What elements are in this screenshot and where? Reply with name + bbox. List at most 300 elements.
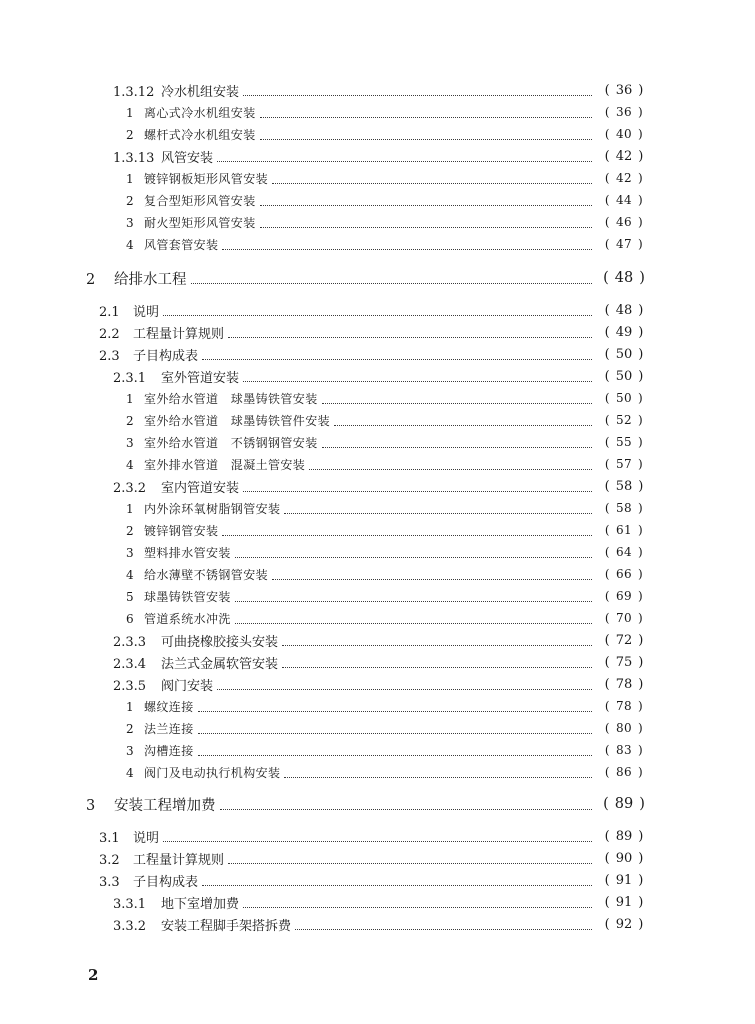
paren-close: ) <box>638 302 644 318</box>
toc-entry-page-number: 50 <box>615 368 633 384</box>
paren-close: ) <box>638 127 644 141</box>
dot-leader <box>235 557 592 558</box>
dot-leader <box>243 907 592 908</box>
toc-entry-label: 复合型矩形风管安装 <box>144 193 256 208</box>
toc-entry-item[interactable] <box>126 410 650 430</box>
toc-entry-number: 2 <box>126 127 135 142</box>
toc-entry-number: 3 <box>126 545 135 560</box>
toc-entry-number: 2 <box>126 523 135 538</box>
toc-entry-text <box>126 698 198 715</box>
paren-close: ) <box>638 916 644 932</box>
paren-close: ) <box>639 796 645 812</box>
toc-entry-number: 1.3.12 <box>113 84 155 100</box>
toc-entry-sub[interactable] <box>113 892 650 912</box>
toc-entry-sub[interactable] <box>113 146 650 166</box>
toc-entry-page-number: 49 <box>615 324 633 340</box>
toc-entry-sec[interactable] <box>99 344 650 364</box>
dot-leader <box>243 95 592 96</box>
toc-entry-number: 4 <box>126 457 135 472</box>
toc-entry-number: 1 <box>126 391 135 406</box>
paren-close: ) <box>638 368 644 384</box>
toc-entry-text <box>113 631 282 650</box>
toc-entry-label: 阀门及电动执行机构安装 <box>144 765 281 780</box>
toc-entry-text <box>126 412 334 429</box>
toc-entry-label: 安装工程脚手架搭拆费 <box>161 918 292 934</box>
toc-entry-text <box>99 323 228 342</box>
toc-entry-page <box>592 457 650 471</box>
paren-close: ) <box>638 850 644 866</box>
toc-entry-text <box>126 126 260 143</box>
paren-open: ( <box>604 872 610 888</box>
toc-entry-page <box>592 303 650 318</box>
paren-open: ( <box>604 916 610 932</box>
toc-entry-number: 1 <box>126 105 135 120</box>
toc-entry-page-number: 78 <box>615 699 633 713</box>
dot-leader <box>260 205 592 206</box>
dot-leader <box>198 733 592 734</box>
toc-entry-item[interactable] <box>126 190 650 210</box>
paren-open: ( <box>604 894 610 910</box>
toc-entry-label: 风管安装 <box>161 150 214 166</box>
toc-entry-number: 3 <box>86 797 96 814</box>
toc-entry-text <box>126 610 235 627</box>
toc-entry-number: 2.3.4 <box>113 656 147 672</box>
toc-entry-page-number: 92 <box>615 916 633 932</box>
dot-leader <box>243 491 592 492</box>
toc-entry-label: 镀锌钢板矩形风管安装 <box>144 171 269 186</box>
toc-entry-label: 管道系统水冲洗 <box>144 611 231 626</box>
toc-entry-page-number: 66 <box>615 567 633 581</box>
toc-entry-page-number: 40 <box>615 127 633 141</box>
toc-entry-sub[interactable] <box>113 630 650 650</box>
toc-entry-page-number: 42 <box>615 148 633 164</box>
paren-open: ( <box>604 82 610 98</box>
toc-entry-label: 内外涂环氧树脂钢管安装 <box>144 501 281 516</box>
paren-close: ) <box>638 215 644 229</box>
toc-entry-page-number: 75 <box>615 654 633 670</box>
toc-entry-label: 室外给水管道 不锈钢钢管安装 <box>144 435 318 450</box>
toc-entry-number: 3.2 <box>99 852 120 868</box>
toc-entry-page <box>592 589 650 603</box>
dot-leader <box>334 425 592 426</box>
toc-entry-page <box>592 829 650 844</box>
toc-entry-item[interactable] <box>126 608 650 628</box>
toc-entry-label: 镀锌钢管安装 <box>144 523 219 538</box>
toc-entry-text <box>126 588 235 605</box>
toc-entry-page <box>592 270 650 286</box>
paren-close: ) <box>638 872 644 888</box>
paren-open: ( <box>604 435 610 449</box>
paren-open: ( <box>604 654 610 670</box>
toc-entry-number: 2 <box>86 271 96 288</box>
toc-entry-label: 螺杆式冷水机组安装 <box>144 127 256 142</box>
toc-entry-item[interactable] <box>126 718 650 738</box>
toc-entry-label: 室外给水管道 球墨铸铁管安装 <box>144 391 318 406</box>
toc-entry-label: 球墨铸铁管安装 <box>144 589 231 604</box>
toc-entry-number: 3.1 <box>99 830 120 846</box>
toc-entry-label: 室外管道安装 <box>161 370 240 386</box>
toc-entry-item[interactable] <box>126 212 650 232</box>
toc-entry-page <box>592 413 650 427</box>
toc-entry-page <box>592 435 650 449</box>
toc-entry-page <box>592 149 650 164</box>
toc-entry-page <box>592 677 650 692</box>
paren-close: ) <box>638 721 644 735</box>
paren-open: ( <box>604 721 610 735</box>
toc-entry-text <box>113 893 243 912</box>
toc-entry-page-number: 47 <box>615 237 633 251</box>
dot-leader <box>198 755 592 756</box>
dot-leader <box>295 929 592 930</box>
toc-entry-item[interactable] <box>126 564 650 584</box>
toc-entry-number: 3.3.2 <box>113 918 147 934</box>
toc-entry-label: 离心式冷水机组安装 <box>144 105 256 120</box>
page-number: 2 <box>88 966 99 984</box>
toc-entry-item[interactable] <box>126 432 650 452</box>
dot-leader <box>202 359 592 360</box>
toc-entry-page-number: 50 <box>615 346 633 362</box>
dot-leader <box>235 623 592 624</box>
toc-entry-page-number: 48 <box>615 302 633 318</box>
dot-leader <box>282 667 592 668</box>
toc-entry-text <box>126 522 222 539</box>
toc-entry-number: 2.3.3 <box>113 634 147 650</box>
toc-entry-text <box>126 566 272 583</box>
toc-entry-number: 4 <box>126 237 135 252</box>
toc-entry-page-number: 58 <box>615 501 633 515</box>
dot-leader <box>309 469 592 470</box>
toc-entry-item[interactable] <box>126 454 650 474</box>
paren-close: ) <box>638 193 644 207</box>
toc-entry-number: 6 <box>126 611 135 626</box>
paren-close: ) <box>638 478 644 494</box>
paren-open: ( <box>604 699 610 713</box>
toc-entry-text <box>113 81 243 100</box>
toc-entry-text <box>126 390 322 407</box>
toc-entry-item[interactable] <box>126 388 650 408</box>
toc-entry-number: 3 <box>126 743 135 758</box>
paren-close: ) <box>638 828 644 844</box>
toc-entry-text <box>126 500 284 517</box>
toc-entry-page <box>592 215 650 229</box>
toc-entry-page-number: 36 <box>615 105 633 119</box>
toc-entry-page-number: 91 <box>615 872 633 888</box>
toc-entry-sub[interactable] <box>113 652 650 672</box>
paren-close: ) <box>638 523 644 537</box>
dot-leader <box>198 711 592 712</box>
toc-entry-text <box>99 827 163 846</box>
toc-entry-page-number: 83 <box>615 743 633 757</box>
toc-entry-label: 室外排水管道 混凝土管安装 <box>144 457 306 472</box>
toc-entry-text <box>126 434 322 451</box>
toc-entry-page <box>592 895 650 910</box>
toc-entry-label: 说明 <box>133 304 160 320</box>
toc-entry-page <box>592 501 650 515</box>
paren-close: ) <box>638 391 644 405</box>
dot-leader <box>322 403 592 404</box>
toc-entry-page <box>592 743 650 757</box>
toc-entry-page-number: 42 <box>615 171 633 185</box>
toc-entry-page <box>592 479 650 494</box>
toc-entry-page <box>592 567 650 581</box>
toc-entry-page-number: 48 <box>614 270 634 286</box>
toc-entry-page <box>592 105 650 119</box>
toc-entry-label: 工程量计算规则 <box>133 852 225 868</box>
toc-entry-label: 沟槽连接 <box>144 743 194 758</box>
dot-leader <box>284 777 592 778</box>
paren-open: ( <box>604 346 610 362</box>
toc-entry-label: 耐火型矩形风管安装 <box>144 215 256 230</box>
toc-entry-number: 5 <box>126 589 135 604</box>
toc-entry-text <box>86 268 191 289</box>
toc-entry-text <box>126 742 198 759</box>
dot-leader <box>217 161 592 162</box>
dot-leader <box>163 841 592 842</box>
toc-entry-page <box>592 851 650 866</box>
toc-entry-item[interactable] <box>126 542 650 562</box>
paren-open: ( <box>604 302 610 318</box>
paren-open: ( <box>603 796 609 812</box>
dot-leader <box>228 863 592 864</box>
toc-entry-label: 法兰式金属软管安装 <box>161 656 279 672</box>
toc-entry-label: 室外给水管道 球墨铸铁管件安装 <box>144 413 331 428</box>
paren-close: ) <box>638 413 644 427</box>
toc-entry-text <box>126 764 284 781</box>
toc-entry-page <box>592 523 650 537</box>
paren-open: ( <box>604 589 610 603</box>
dot-leader <box>191 283 593 284</box>
dot-leader <box>163 315 592 316</box>
toc-entry-item[interactable] <box>126 124 650 144</box>
toc-entry-page <box>592 391 650 405</box>
toc-entry-page-number: 80 <box>615 721 633 735</box>
paren-open: ( <box>604 105 610 119</box>
dot-leader <box>260 139 592 140</box>
paren-close: ) <box>638 545 644 559</box>
paren-open: ( <box>604 391 610 405</box>
toc-entry-chapter[interactable] <box>86 794 650 814</box>
toc-entry-page <box>592 611 650 625</box>
toc-entry-page <box>592 83 650 98</box>
dot-leader <box>217 689 592 690</box>
toc-entry-page-number: 61 <box>615 523 633 537</box>
paren-close: ) <box>638 148 644 164</box>
paren-open: ( <box>604 676 610 692</box>
toc-entry-item[interactable] <box>126 168 650 188</box>
paren-close: ) <box>638 435 644 449</box>
toc-entry-text <box>126 170 272 187</box>
toc-entry-item[interactable] <box>126 696 650 716</box>
toc-entry-sub[interactable] <box>113 674 650 694</box>
paren-open: ( <box>604 743 610 757</box>
paren-close: ) <box>638 501 644 515</box>
paren-open: ( <box>604 478 610 494</box>
toc-entry-number: 2.1 <box>99 304 120 320</box>
toc-entry-label: 风管套管安装 <box>144 237 219 252</box>
toc-entry-text <box>113 477 243 496</box>
toc-entry-text <box>113 915 295 934</box>
toc-entry-text <box>126 214 260 231</box>
paren-open: ( <box>604 127 610 141</box>
toc-entry-label: 室内管道安装 <box>161 480 240 496</box>
toc-entry-item[interactable] <box>126 762 650 782</box>
toc-entry-page-number: 44 <box>615 193 633 207</box>
toc-entry-item[interactable] <box>126 234 650 254</box>
toc-entry-label: 子目构成表 <box>133 348 199 364</box>
toc-entry-number: 1.3.13 <box>113 150 155 166</box>
toc-entry-sec[interactable] <box>99 870 650 890</box>
toc-entry-number: 3 <box>126 435 135 450</box>
paren-close: ) <box>639 270 645 286</box>
toc-entry-text <box>126 236 222 253</box>
paren-open: ( <box>604 171 610 185</box>
toc-entry-page-number: 86 <box>615 765 633 779</box>
toc-entry-page-number: 58 <box>615 478 633 494</box>
toc-entry-page-number: 52 <box>615 413 633 427</box>
toc-entry-label: 给排水工程 <box>114 271 187 288</box>
toc-entry-page <box>592 721 650 735</box>
toc-entry-number: 3.3 <box>99 874 120 890</box>
toc-entry-chapter[interactable] <box>86 268 650 288</box>
toc-entry-label: 螺纹连接 <box>144 699 194 714</box>
toc-entry-number: 2 <box>126 413 135 428</box>
paren-close: ) <box>638 82 644 98</box>
paren-open: ( <box>604 501 610 515</box>
paren-close: ) <box>638 171 644 185</box>
toc-entry-item[interactable] <box>126 740 650 760</box>
toc-entry-label: 给水薄壁不锈钢管安装 <box>144 567 269 582</box>
toc-entry-page-number: 57 <box>615 457 633 471</box>
toc-entry-page <box>592 633 650 648</box>
dot-leader <box>235 601 592 602</box>
toc-entry-number: 4 <box>126 567 135 582</box>
toc-entry-page <box>592 193 650 207</box>
toc-entry-label: 说明 <box>133 830 160 846</box>
toc-entry-text <box>99 871 202 890</box>
toc-entry-sec[interactable] <box>99 826 650 846</box>
paren-open: ( <box>604 368 610 384</box>
toc-entry-number: 2 <box>126 721 135 736</box>
toc-entry-page-number: 70 <box>615 611 633 625</box>
paren-close: ) <box>638 589 644 603</box>
toc-entry-item[interactable] <box>126 586 650 606</box>
toc-entry-text <box>126 456 309 473</box>
toc-entry-page <box>592 765 650 779</box>
toc-entry-number: 2 <box>126 193 135 208</box>
toc-entry-number: 3 <box>126 215 135 230</box>
toc-entry-sub[interactable] <box>113 366 650 386</box>
toc-entry-label: 地下室增加费 <box>161 896 240 912</box>
toc-entry-number: 1 <box>126 501 135 516</box>
paren-close: ) <box>638 324 644 340</box>
toc-entry-label: 塑料排水管安装 <box>144 545 231 560</box>
dot-leader <box>228 337 592 338</box>
toc-entry-page-number: 78 <box>615 676 633 692</box>
toc-entry-page-number: 50 <box>615 391 633 405</box>
toc-entry-number: 1 <box>126 699 135 714</box>
dot-leader <box>220 809 593 810</box>
toc-entry-label: 子目构成表 <box>133 874 199 890</box>
paren-close: ) <box>638 567 644 581</box>
toc-entry-page <box>592 171 650 185</box>
toc-entry-page <box>592 699 650 713</box>
toc-entry-number: 2.3.2 <box>113 480 147 496</box>
paren-open: ( <box>604 523 610 537</box>
toc-entry-page-number: 36 <box>615 82 633 98</box>
toc-entry-sub[interactable] <box>113 476 650 496</box>
paren-close: ) <box>638 632 644 648</box>
toc-entry-label: 工程量计算规则 <box>133 326 225 342</box>
toc-entry-text <box>126 720 198 737</box>
dot-leader <box>260 227 592 228</box>
toc-entry-text <box>113 147 217 166</box>
toc-entry-text <box>99 849 228 868</box>
toc-entry-label: 可曲挠橡胶接头安装 <box>161 634 279 650</box>
toc-entry-sec[interactable] <box>99 848 650 868</box>
toc-entry-label: 安装工程增加费 <box>114 797 216 814</box>
paren-open: ( <box>604 850 610 866</box>
toc-entry-number: 2.3.1 <box>113 370 147 386</box>
paren-open: ( <box>604 148 610 164</box>
toc-entry-number: 1 <box>126 171 135 186</box>
toc-entry-page <box>592 237 650 251</box>
paren-open: ( <box>604 765 610 779</box>
toc-entry-sub[interactable] <box>113 80 650 100</box>
dot-leader <box>260 117 592 118</box>
dot-leader <box>243 381 592 382</box>
toc-entry-sec[interactable] <box>99 300 650 320</box>
toc-entry-text <box>113 367 243 386</box>
toc-entry-sec[interactable] <box>99 322 650 342</box>
paren-close: ) <box>638 346 644 362</box>
toc-entry-sub[interactable] <box>113 914 650 934</box>
toc-entry-page <box>592 347 650 362</box>
paren-close: ) <box>638 611 644 625</box>
dot-leader <box>284 513 592 514</box>
toc-entry-page <box>592 545 650 559</box>
paren-open: ( <box>604 457 610 471</box>
toc-entry-page <box>592 325 650 340</box>
dot-leader <box>222 535 592 536</box>
paren-close: ) <box>638 237 644 251</box>
paren-open: ( <box>604 324 610 340</box>
paren-close: ) <box>638 765 644 779</box>
toc-entry-text <box>113 653 282 672</box>
toc-entry-number: 2.3.5 <box>113 678 147 694</box>
toc-entry-number: 2.3 <box>99 348 120 364</box>
toc-entry-page-number: 64 <box>615 545 633 559</box>
toc-entry-page <box>592 873 650 888</box>
toc-entry-page <box>592 127 650 141</box>
toc-entry-text <box>86 794 220 815</box>
toc-entry-number: 3.3.1 <box>113 896 147 912</box>
toc-entry-page <box>592 369 650 384</box>
toc-entry-item[interactable] <box>126 520 650 540</box>
toc-entry-text <box>126 192 260 209</box>
paren-open: ( <box>604 215 610 229</box>
paren-close: ) <box>638 457 644 471</box>
paren-open: ( <box>604 567 610 581</box>
toc-entry-item[interactable] <box>126 102 650 122</box>
paren-open: ( <box>604 237 610 251</box>
toc-entry-item[interactable] <box>126 498 650 518</box>
toc-entry-label: 法兰连接 <box>144 721 194 736</box>
paren-close: ) <box>638 105 644 119</box>
toc-entry-text <box>126 104 260 121</box>
toc-entry-page <box>592 655 650 670</box>
toc-entry-page-number: 89 <box>614 796 634 812</box>
toc-entry-page-number: 72 <box>615 632 633 648</box>
